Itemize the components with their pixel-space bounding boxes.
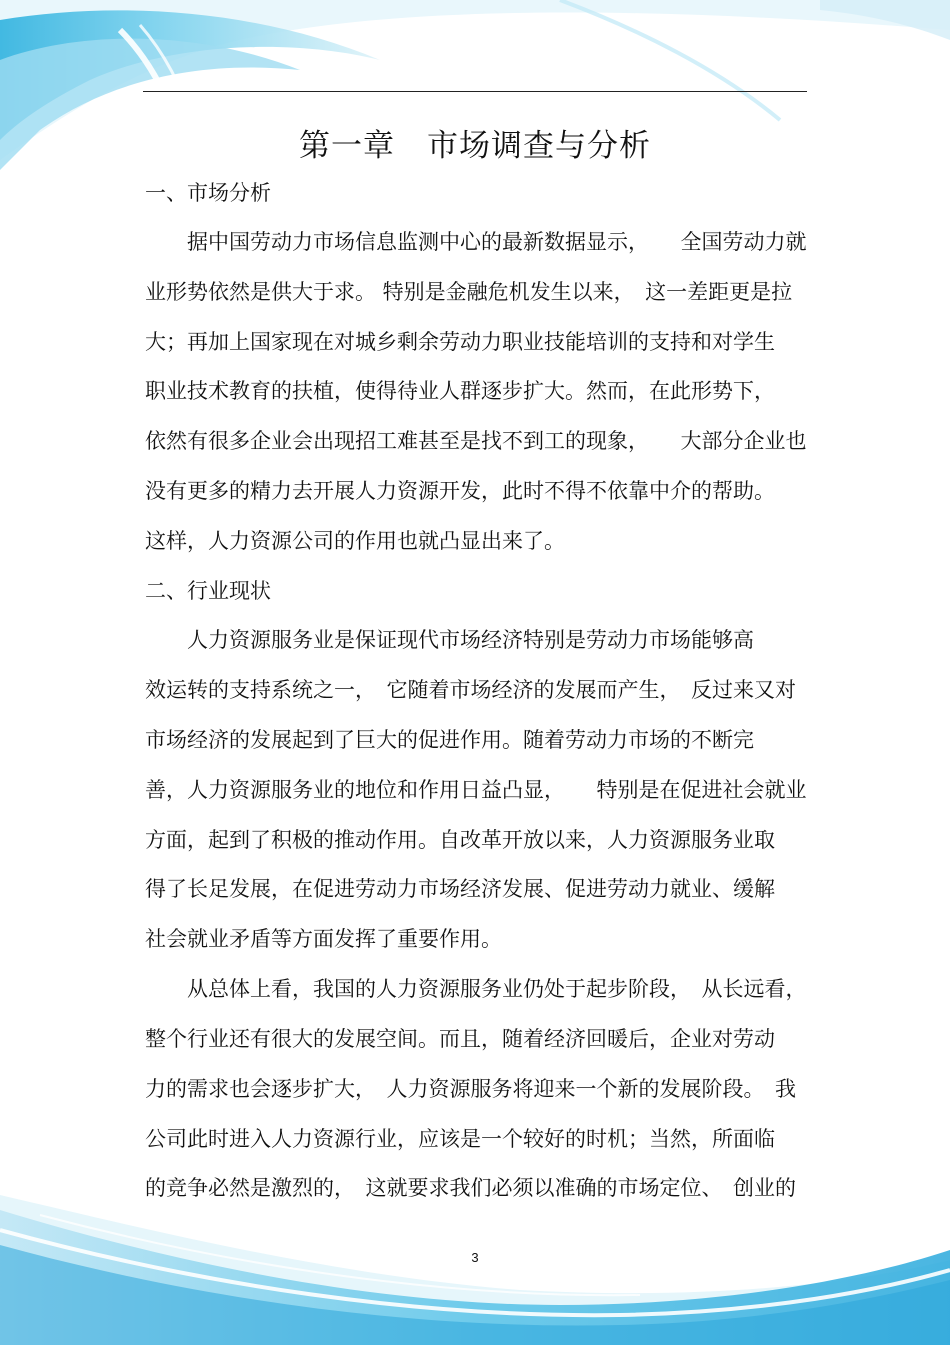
paragraph-line: 力的需求也会逐步扩大， 人力资源服务将迎来一个新的发展阶段。 我 bbox=[145, 1077, 796, 1101]
section-heading: 二、行业现状 bbox=[145, 579, 271, 603]
paragraph-line: 社会就业矛盾等方面发挥了重要作用。 bbox=[145, 927, 502, 951]
paragraph-line: 得了长足发展，在促进劳动力市场经济发展、促进劳动力就业、缓解 bbox=[145, 877, 775, 901]
paragraph-line: 公司此时进入人力资源行业，应该是一个较好的时机；当然，所面临 bbox=[145, 1127, 775, 1151]
paragraph-line: 依然有很多企业会出现招工难甚至是找不到工的现象， 大部分企业也 bbox=[145, 429, 807, 453]
paragraph-line: 没有更多的精力去开展人力资源开发，此时不得不依靠中介的帮助。 bbox=[145, 479, 775, 503]
paragraph-line: 方面，起到了积极的推动作用。自改革开放以来，人力资源服务业取 bbox=[145, 828, 775, 852]
chapter-title: 第一章 市场调查与分析 bbox=[299, 128, 651, 164]
paragraph-line: 职业技术教育的扶植，使得待业人群逐步扩大。然而，在此形势下， bbox=[145, 379, 775, 403]
paragraph-line: 市场经济的发展起到了巨大的促进作用。随着劳动力市场的不断完 bbox=[145, 728, 754, 752]
paragraph-line: 的竞争必然是激烈的， 这就要求我们必须以准确的市场定位、 创业的 bbox=[145, 1176, 796, 1200]
paragraph-line: 效运转的支持系统之一， 它随着市场经济的发展而产生， 反过来又对 bbox=[145, 678, 796, 702]
paragraph-line: 这样，人力资源公司的作用也就凸显出来了。 bbox=[145, 529, 565, 553]
section-heading: 一、市场分析 bbox=[145, 181, 271, 205]
paragraph-line: 人力资源服务业是保证现代市场经济特别是劳动力市场能够高 bbox=[187, 628, 754, 652]
page-number: 3 bbox=[471, 1250, 479, 1265]
header-rule bbox=[143, 91, 807, 92]
paragraph-line: 善，人力资源服务业的地位和作用日益凸显， 特别是在促进社会就业 bbox=[145, 778, 807, 802]
paragraph-line: 业形势依然是供大于求。 特别是金融危机发生以来， 这一差距更是拉 bbox=[145, 280, 793, 304]
paragraph-line: 从总体上看，我国的人力资源服务业仍处于起步阶段， 从长远看， bbox=[187, 977, 807, 1001]
paragraph-line: 大；再加上国家现在对城乡剩余劳动力职业技能培训的支持和对学生 bbox=[145, 330, 775, 354]
paragraph-line: 整个行业还有很大的发展空间。而且，随着经济回暖后，企业对劳动 bbox=[145, 1027, 775, 1051]
paragraph-line: 据中国劳动力市场信息监测中心的最新数据显示， 全国劳动力就 bbox=[187, 230, 807, 254]
